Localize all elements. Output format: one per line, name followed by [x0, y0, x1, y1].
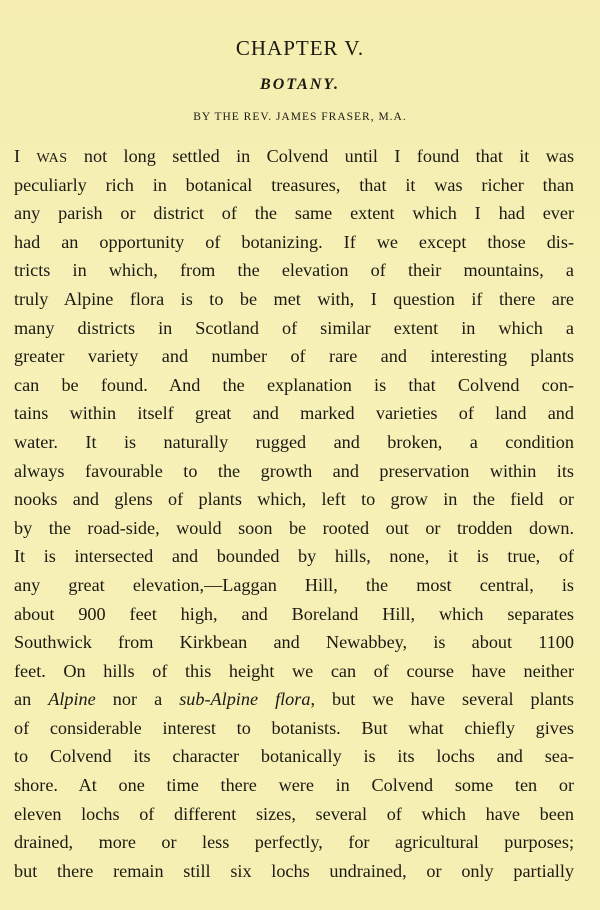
text-line-18: Southwick from Kirkbean and Newabbey, is about 1100	[14, 632, 574, 653]
italic-alpine: Alpine	[48, 689, 96, 710]
chapter-heading: CHAPTER V.	[235, 36, 365, 60]
text-line-24: eleven lochs of different sizes, several of which have been	[14, 803, 574, 824]
text-line-23: shore. At one time there were in Colvend some ten or	[14, 775, 574, 796]
line-20-part-c: , but we have several plants	[310, 689, 575, 710]
text-line-10: tains within itself great and marked varieties of land and	[14, 403, 574, 424]
text-line-21: of considerable interest to botanists. But what chiefly gives	[14, 717, 574, 738]
text-line-2: peculiarly rich in botanical treasures, that it was richer than	[14, 174, 574, 195]
italic-sub-alpine-flora: sub-Alpine flora	[179, 689, 311, 710]
text-line-20	[14, 685, 574, 714]
text-line-13: nooks and glens of plants which, left to grow in the field or	[14, 489, 574, 510]
text-line-12: always favourable to the growth and preservation within its	[14, 460, 574, 481]
text-line-1	[14, 142, 574, 171]
line-20-part-a: an	[14, 689, 32, 710]
text-line-22: to Colvend its character botanically is its lochs and sea-	[14, 746, 574, 767]
text-line-7: many districts in Scotland of similar extent in which a	[14, 317, 574, 338]
text-line-9: can be found. And the explanation is that Colvend con-	[14, 374, 574, 395]
text-line-11: water. It is naturally rugged and broken, a condition	[14, 431, 574, 452]
line-1-rest: not long settled in Colvend until I found that it was	[83, 146, 575, 166]
drop-word-i: I	[14, 146, 21, 166]
body-text	[14, 142, 574, 885]
small-caps-was: WAS	[36, 151, 68, 166]
text-line-19: feet. On hills of this height we can of course have neither	[14, 660, 574, 681]
section-title: BOTANY.	[260, 76, 340, 93]
line-20-part-b: nor a	[112, 689, 163, 710]
text-line-15: It is intersected and bounded by hills, none, it is true, of	[14, 546, 574, 567]
text-line-6: truly Alpine flora is to be met with, I question if there are	[14, 288, 574, 309]
text-line-14: by the road-side, would soon be rooted out or trodden down.	[14, 517, 574, 538]
author-byline: BY THE REV. JAMES FRASER, M.A.	[193, 111, 407, 123]
text-line-25: drained, more or less perfectly, for agricultural purposes;	[14, 832, 574, 853]
text-line-8: greater variety and number of rare and interesting plants	[14, 346, 574, 367]
text-line-17: about 900 feet high, and Boreland Hill, which separates	[14, 603, 574, 624]
text-line-26: but there remain still six lochs undrained, or only partially	[14, 860, 574, 881]
text-line-4: had an opportunity of botanizing. If we except those dis-	[14, 231, 574, 252]
text-line-5: tricts in which, from the elevation of their mountains, a	[14, 260, 574, 281]
text-line-3: any parish or district of the same extent which I had ever	[14, 203, 574, 224]
text-line-16: any great elevation,—Laggan Hill, the most central, is	[14, 574, 574, 595]
